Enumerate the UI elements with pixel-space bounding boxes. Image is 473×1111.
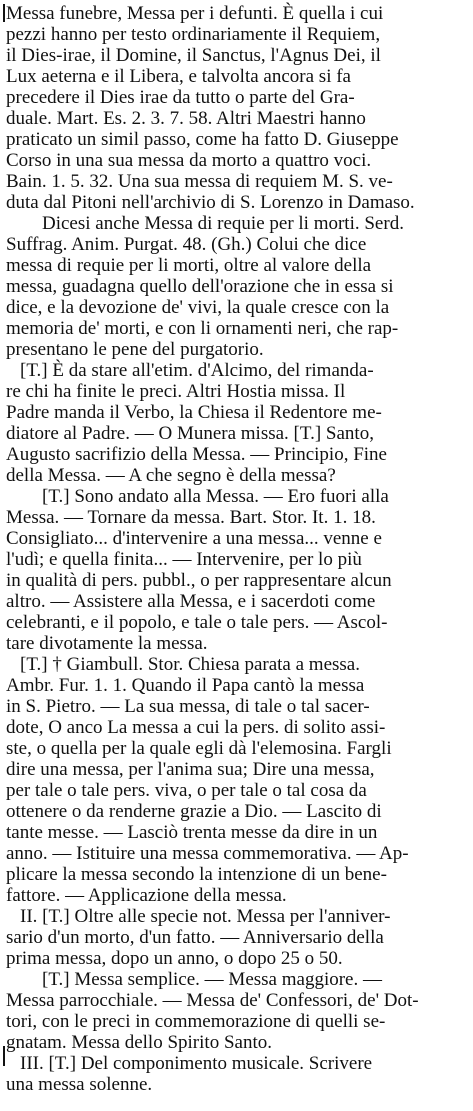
- text-line: della Messa. — A che segno è della messa?: [6, 465, 336, 486]
- text-line: plicare la messa secondo la intenzione di un bene-: [6, 864, 387, 885]
- text-line: dire una messa, per l'anima sua; Dire una messa,: [6, 759, 375, 780]
- text-line: il Dies-irae, il Domine, il Sanctus, l'Agnus Dei, il: [6, 45, 381, 66]
- text-line: Messa parrocchiale. — Messa de' Confessori, de' Dot-: [6, 990, 419, 1011]
- text-line: in qualità di pers. pubbl., o per rappresentare alcun: [6, 570, 392, 591]
- margin-rule-bottom: [3, 1046, 5, 1066]
- text-line: prima messa, dopo un anno, o dopo 25 o 50.: [6, 948, 343, 969]
- text-line: Padre manda il Verbo, la Chiesa il Redentore me-: [6, 402, 382, 423]
- text-line: duta dal Pitoni nell'archivio di S. Lorenzo in Damaso.: [6, 192, 415, 213]
- text-line: duale. Mart. Es. 2. 3. 7. 58. Altri Maestri hanno: [6, 108, 366, 129]
- text-line: celebranti, e il popolo, e tale o tale pers. — Ascol-: [6, 612, 388, 633]
- text-line: dote, O anco La messa a cui la pers. di solito assi-: [6, 717, 386, 738]
- text-line: memoria de' morti, e con li ornamenti neri, che rap-: [6, 318, 399, 339]
- text-line: gnatam. Messa dello Spirito Santo.: [6, 1032, 272, 1053]
- text-line: fattore. — Applicazione della messa.: [6, 885, 287, 906]
- text-line: III. [T.] Del componimento musicale. Scrivere: [20, 1053, 373, 1074]
- text-line: dice, e la devozione de' vivi, la quale cresce con la: [6, 297, 390, 318]
- text-line: Messa funebre, Messa per i defunti. È quella i cui: [6, 3, 384, 24]
- text-line: diatore al Padre. — O Munera missa. [T.] Santo,: [6, 423, 374, 444]
- text-line: anno. — Istituire una messa commemorativa. — Ap-: [6, 843, 409, 864]
- text-line: [T.] † Giambull. Stor. Chiesa parata a messa.: [20, 654, 360, 675]
- text-line: Dicesi anche Messa di requie per li morti. Serd.: [42, 213, 404, 234]
- text-line: tare divotamente la messa.: [6, 633, 208, 654]
- text-line: [T.] Messa semplice. — Messa maggiore. —: [42, 969, 382, 990]
- text-line: tante messe. — Lasciò trenta messe da dire in un: [6, 822, 378, 843]
- text-line: [T.] Sono andato alla Messa. — Ero fuori alla: [42, 486, 389, 507]
- text-line: l'udì; e quella finita... — Intervenire, per lo più: [6, 549, 362, 570]
- text-line: Lux aeterna e il Libera, e talvolta ancora si fa: [6, 66, 351, 87]
- text-line: messa di requie per li morti, oltre al valore della: [6, 255, 372, 276]
- text-line: Consigliato... d'intervenire a una messa... venne e: [6, 528, 382, 549]
- text-line: precedere il Dies irae da tutto o parte del Gra-: [6, 87, 355, 108]
- text-line: II. [T.] Oltre alle specie not. Messa per l'anniver-: [20, 906, 391, 927]
- text-line: praticato un simil passo, come ha fatto D. Giuseppe: [6, 129, 399, 150]
- text-line: Ambr. Fur. 1. 1. Quando il Papa cantò la messa: [6, 675, 365, 696]
- text-line: Augusto sacrifizio della Messa. — Principio, Fine: [6, 444, 387, 465]
- text-line: altro. — Assistere alla Messa, e i sacerdoti come: [6, 591, 376, 612]
- text-line: una messa solenne.: [6, 1074, 153, 1095]
- text-line: [T.] È da stare all'etim. d'Alcimo, del rimanda-: [20, 360, 374, 381]
- text-line: sario d'un morto, d'un fatto. — Anniversario della: [6, 927, 384, 948]
- text-line: Suffrag. Anim. Purgat. 48. (Gh.) Colui che dice: [6, 234, 367, 255]
- text-line: messa, guadagna quello dell'orazione che in essa si: [6, 276, 394, 297]
- text-line: re chi ha finite le preci. Altri Hostia missa. Il: [6, 381, 346, 402]
- text-line: Messa. — Tornare da messa. Bart. Stor. It. 1. 18.: [6, 507, 376, 528]
- text-line: ste, o quella per la quale egli dà l'elemosina. Fargli: [6, 738, 392, 759]
- text-line: presentano le pene del purgatorio.: [6, 339, 264, 360]
- text-line: ottenere o da renderne grazie a Dio. — Lascito di: [6, 801, 382, 822]
- text-line: pezzi hanno per testo ordinariamente il Requiem,: [6, 24, 381, 45]
- text-line: Bain. 1. 5. 32. Una sua messa di requiem M. S. ve-: [6, 171, 393, 192]
- margin-rule-top: [3, 4, 5, 22]
- text-line: in S. Pietro. — La sua messa, di tale o tal sacer-: [6, 696, 370, 717]
- text-line: tori, con le preci in commemorazione di quelli se-: [6, 1011, 386, 1032]
- text-line: Corso in una sua messa da morto a quattro voci.: [6, 150, 372, 171]
- text-line: per tale o tale pers. viva, o per tale o tal cosa da: [6, 780, 367, 801]
